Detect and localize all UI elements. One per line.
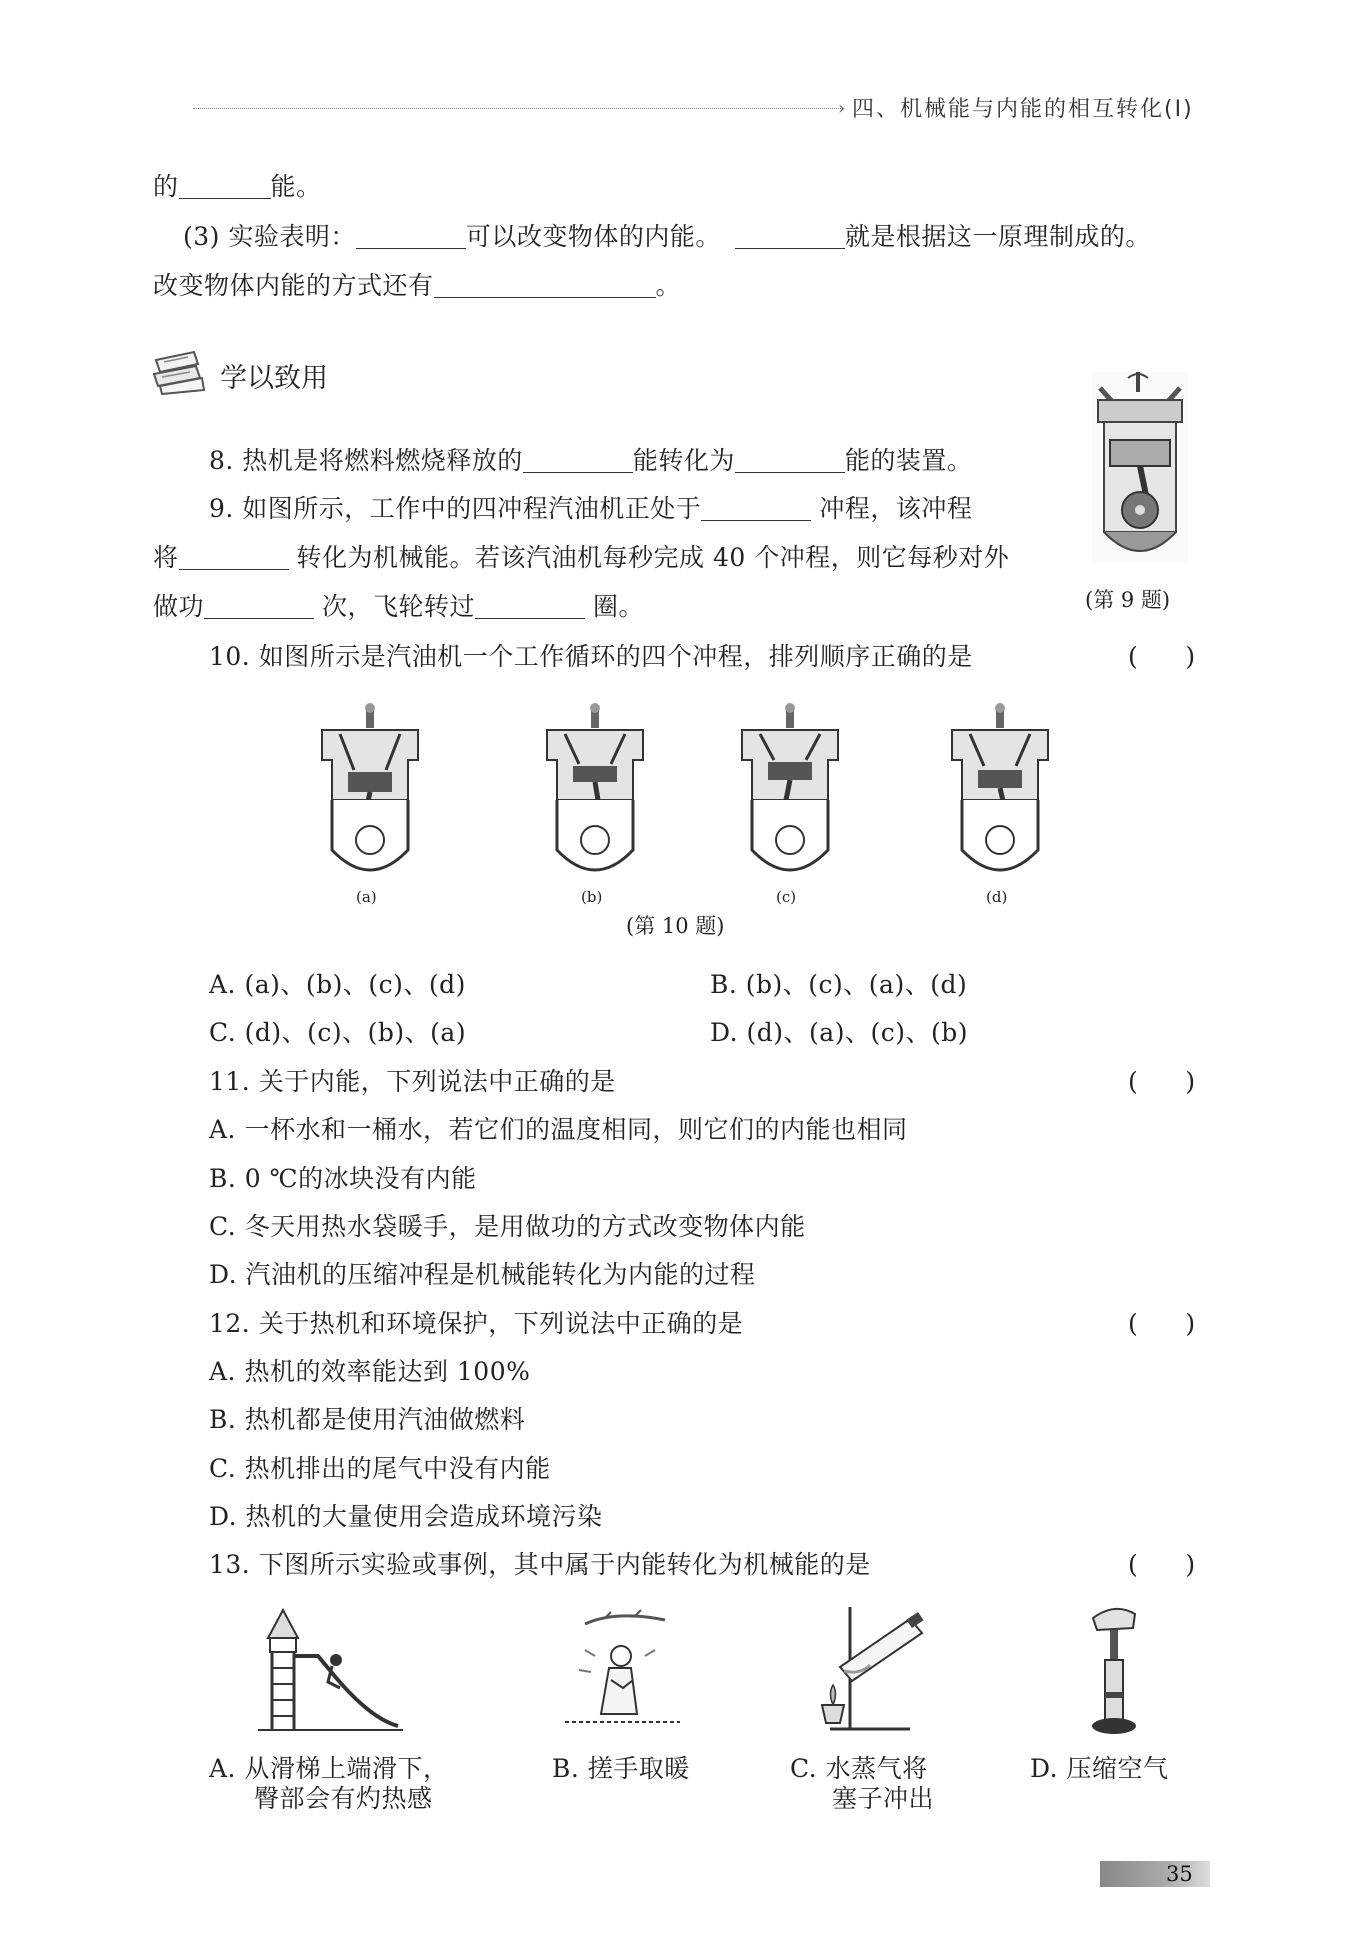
- blank: [735, 446, 845, 473]
- question-12: 12. 关于热机和环境保护，下列说法中正确的是: [209, 1309, 744, 1338]
- answer-parens: ( ): [1128, 1309, 1196, 1338]
- question-9-line-1: 9. 如图所示，工作中的四冲程汽油机正处于 冲程，该冲程: [209, 494, 973, 523]
- diagram-label-c: (c): [776, 888, 797, 906]
- engine-diagram-d: [950, 700, 1050, 882]
- blank: [434, 271, 656, 298]
- question-13: 13. 下图所示实验或事例，其中属于内能转化为机械能的是: [209, 1550, 871, 1579]
- blank: [179, 543, 289, 570]
- option-12-d: D. 热机的大量使用会造成环境污染: [209, 1502, 603, 1531]
- question-9-line-2: 将 转化为机械能。若该汽油机每秒完成 40 个冲程，则它每秒对外: [153, 543, 1010, 572]
- air-compression-illustration: [1075, 1600, 1155, 1740]
- option-13-c-line-1: C. 水蒸气将: [790, 1754, 928, 1783]
- blank: [735, 222, 845, 249]
- blank: [523, 446, 633, 473]
- option-13-a-line-2: 臀部会有灼热感: [254, 1784, 433, 1813]
- steam-test-tube-illustration: [800, 1605, 930, 1735]
- continued-line-1: 的 能。: [153, 172, 322, 201]
- option-13-d: D. 压缩空气: [1030, 1754, 1169, 1783]
- blank: [701, 494, 811, 521]
- header-arrow-icon: ›: [838, 98, 846, 119]
- option-10-b: B. (b)、(c)、(a)、(d): [710, 970, 968, 999]
- blank: [356, 222, 466, 249]
- engine-diagram-a: [320, 700, 420, 882]
- diagram-label-a: (a): [356, 888, 377, 906]
- engine-figure-q9: [1090, 370, 1190, 565]
- option-13-c-line-2: 塞子冲出: [832, 1784, 935, 1813]
- blank: [179, 172, 271, 199]
- subquestion-3-line-2: 改变物体内能的方式还有 。: [153, 271, 682, 300]
- slide-illustration: [258, 1608, 403, 1732]
- option-11-c: C. 冬天用热水袋暖手，是用做功的方式改变物体内能: [209, 1212, 806, 1241]
- blank: [475, 592, 585, 619]
- chapter-title: 四、机械能与内能的相互转化(Ⅰ): [852, 97, 1194, 122]
- question-11: 11. 关于内能，下列说法中正确的是: [209, 1067, 616, 1096]
- option-10-a: A. (a)、(b)、(c)、(d): [209, 970, 466, 999]
- option-12-c: C. 热机排出的尾气中没有内能: [209, 1454, 551, 1483]
- option-13-b: B. 搓手取暖: [552, 1754, 690, 1783]
- diagram-label-b: (b): [581, 888, 603, 906]
- figure-caption-q9: (第 9 题): [1085, 588, 1171, 612]
- page-number-bar: [1100, 1861, 1210, 1887]
- blank: [204, 592, 314, 619]
- engine-diagram-c: [740, 700, 840, 882]
- page-number: 35: [1166, 1862, 1193, 1886]
- option-11-d: D. 汽油机的压缩冲程是机械能转化为内能的过程: [209, 1260, 756, 1289]
- option-13-a-line-1: A. 从滑梯上端滑下，: [209, 1754, 449, 1783]
- books-icon: [150, 346, 210, 396]
- option-12-a: A. 热机的效率能达到 100%: [209, 1357, 531, 1386]
- question-8: 8. 热机是将燃料燃烧释放的 能转化为 能的装置。: [209, 446, 973, 475]
- diagram-label-d: (d): [986, 888, 1008, 906]
- option-10-d: D. (d)、(a)、(c)、(b): [710, 1018, 968, 1047]
- answer-parens: ( ): [1128, 642, 1196, 671]
- engine-diagram-b: [545, 700, 645, 882]
- rubbing-hands-illustration: [565, 1610, 680, 1732]
- question-10: 10. 如图所示是汽油机一个工作循环的四个冲程，排列顺序正确的是: [209, 642, 973, 671]
- option-12-b: B. 热机都是使用汽油做燃料: [209, 1405, 526, 1434]
- answer-parens: ( ): [1128, 1067, 1196, 1096]
- answer-parens: ( ): [1128, 1550, 1196, 1579]
- section-title: 学以致用: [220, 363, 328, 394]
- option-10-c: C. (d)、(c)、(b)、(a): [209, 1018, 467, 1047]
- option-11-a: A. 一杯水和一桶水，若它们的温度相同，则它们的内能也相同: [209, 1115, 908, 1144]
- option-11-b: B. 0 ℃的冰块没有内能: [209, 1164, 477, 1193]
- header-rule: [193, 108, 843, 109]
- subquestion-3-line: (3) 实验表明： 可以改变物体的内能。 就是根据这一原理制成的。: [183, 222, 1151, 251]
- question-9-line-3: 做功 次，飞轮转过 圈。: [153, 592, 645, 621]
- figure-caption-q10: (第 10 题): [626, 914, 725, 938]
